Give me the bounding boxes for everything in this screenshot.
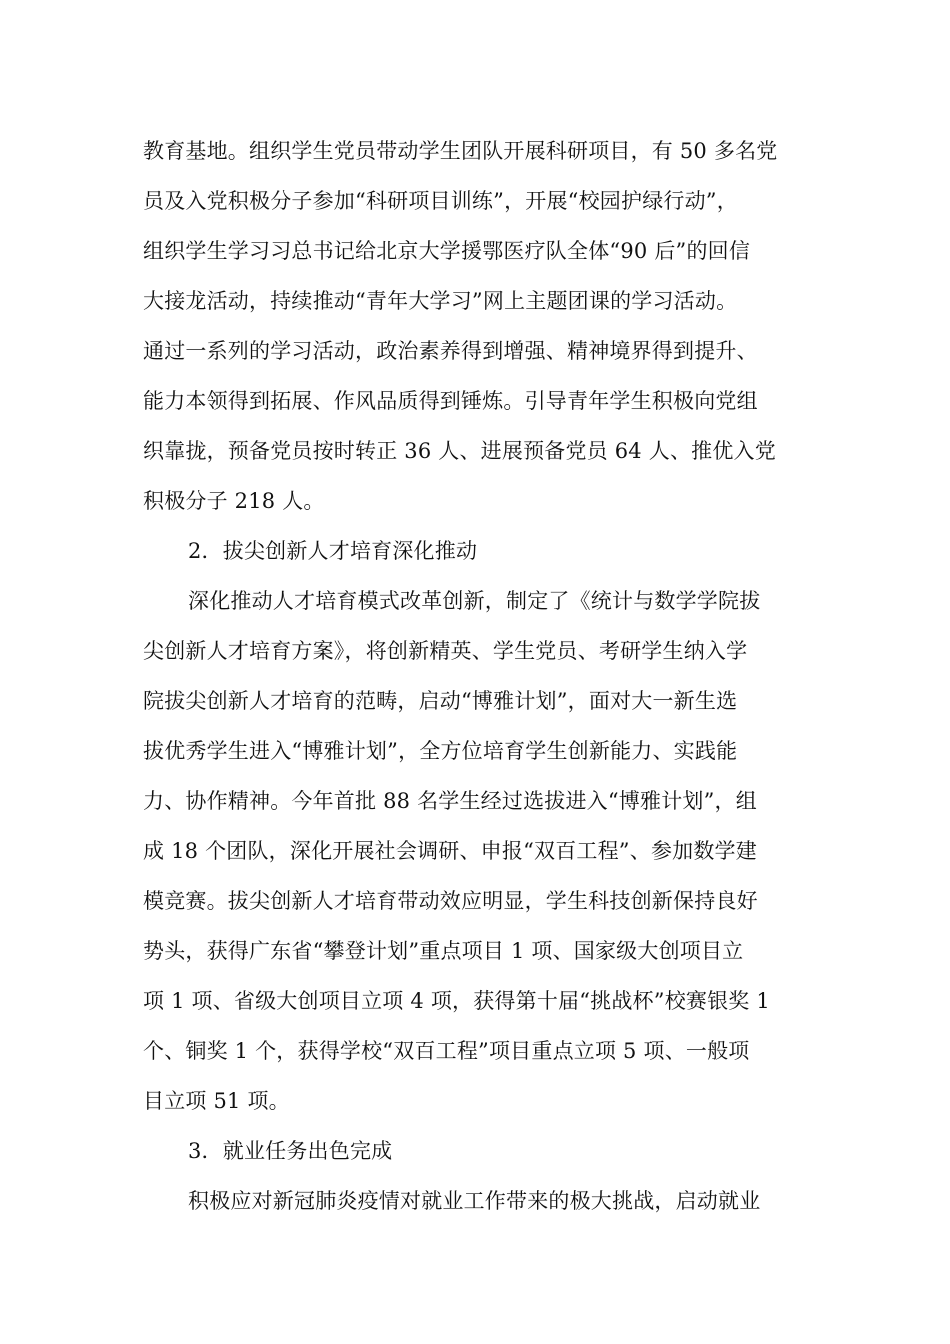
body-text-line: 模竞赛。拔尖创新人才培育带动效应明显，学生科技创新保持良好: [143, 889, 758, 913]
body-text-line: 尖创新人才培育方案》，将创新精英、学生党员、考研学生纳入学: [143, 639, 748, 663]
body-text-line: 个、铜奖 1 个，获得学校“双百工程”项目重点立项 5 项、一般项: [143, 1039, 750, 1063]
body-text-line: 组织学生学习习总书记给北京大学援鄂医疗队全体“90 后”的回信: [143, 239, 751, 263]
body-text-line: 成 18 个团队，深化开展社会调研、申报“双百工程”、参加数学建: [143, 839, 757, 863]
paragraph-first-line: 积极应对新冠肺炎疫情对就业工作带来的极大挑战，启动就业: [188, 1189, 761, 1213]
body-text-line: 院拔尖创新人才培育的范畴，启动“博雅计划”，面对大一新生选: [143, 689, 738, 713]
body-text-line: 织靠拢，预备党员按时转正 36 人、进展预备党员 64 人、推优入党: [143, 439, 776, 463]
body-text-line: 积极分子 218 人。: [143, 489, 325, 513]
body-text-line: 员及入党积极分子参加“科研项目训练”，开展“校园护绿行动”，: [143, 189, 738, 213]
body-text-line: 大接龙活动，持续推动“青年大学习”网上主题团课的学习活动。: [143, 289, 738, 313]
body-text-line: 能力本领得到拓展、作风品质得到锤炼。引导青年学生积极向党组: [143, 389, 758, 413]
section-heading: 3．就业任务出色完成: [188, 1139, 393, 1163]
body-text-line: 项 1 项、省级大创项目立项 4 项，获得第十届“挑战杯”校赛银奖 1: [143, 989, 770, 1013]
paragraph-first-line: 深化推动人才培育模式改革创新，制定了《统计与数学学院拔: [188, 589, 761, 613]
body-text-line: 目立项 51 项。: [143, 1089, 290, 1113]
section-heading: 2．拔尖创新人才培育深化推动: [188, 539, 478, 563]
body-text-line: 势头，获得广东省“攀登计划”重点项目 1 项、国家级大创项目立: [143, 939, 744, 963]
body-text-line: 力、协作精神。今年首批 88 名学生经过选拔进入“博雅计划”，组: [143, 789, 757, 813]
body-text-line: 教育基地。组织学生党员带动学生团队开展科研项目，有 50 多名党: [143, 139, 778, 163]
body-text-line: 通过一系列的学习活动，政治素养得到增强、精神境界得到提升、: [143, 339, 758, 363]
body-text-line: 拔优秀学生进入“博雅计划”，全方位培育学生创新能力、实践能: [143, 739, 738, 763]
